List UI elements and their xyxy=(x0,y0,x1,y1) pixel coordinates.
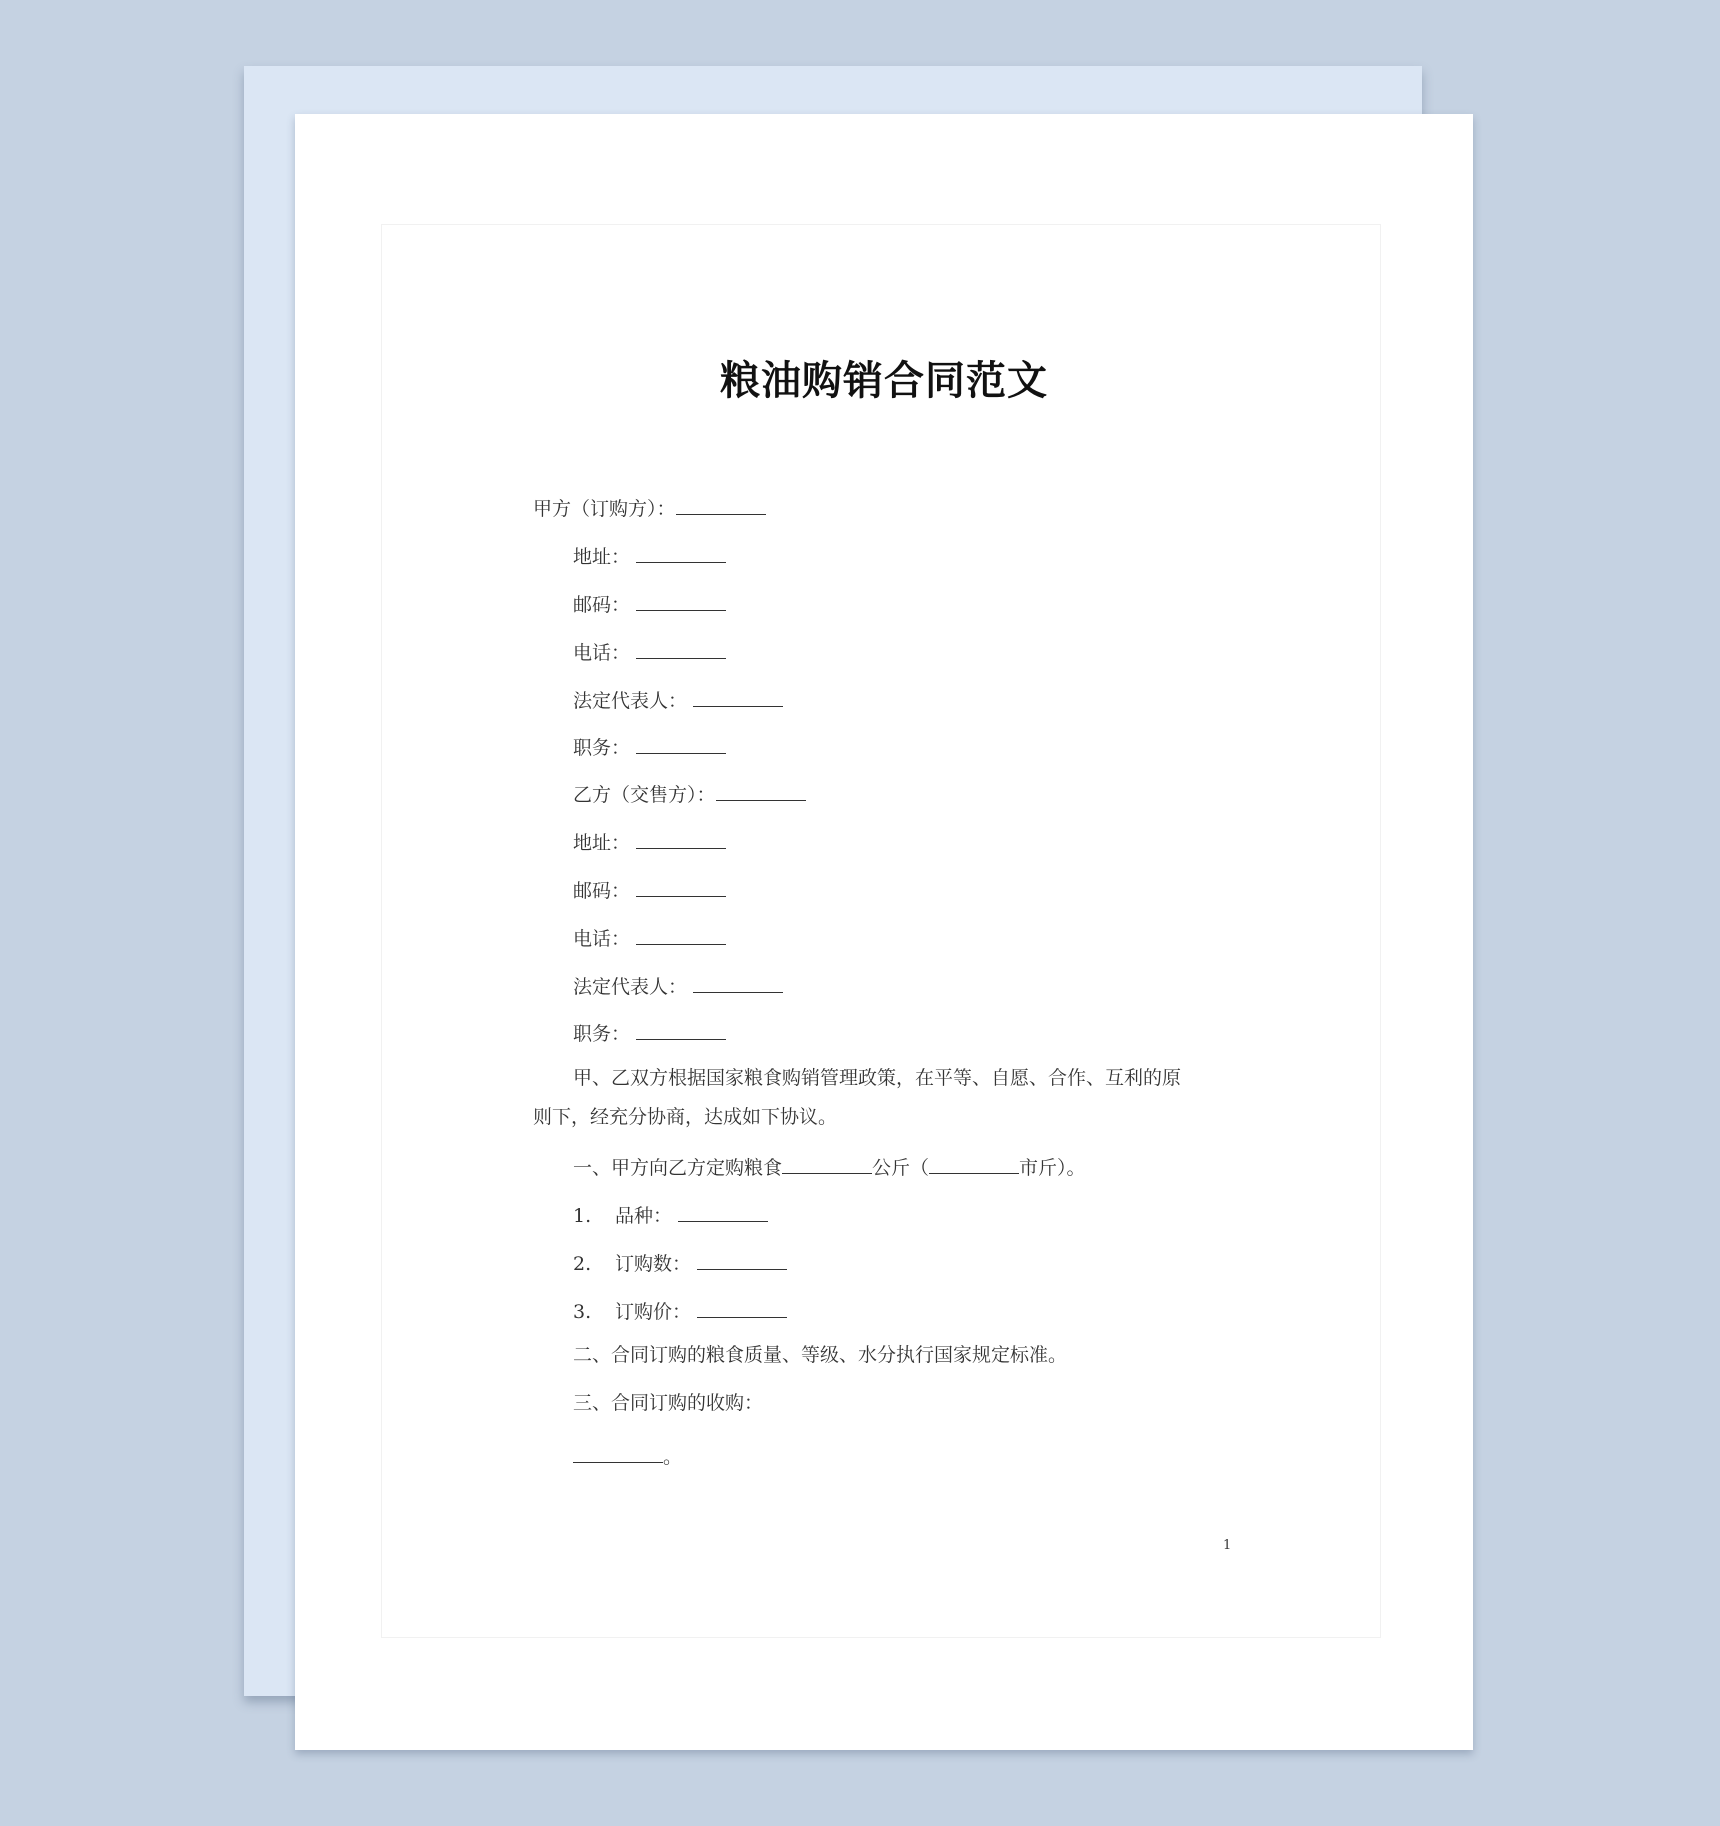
document-page xyxy=(295,114,1473,1750)
party-b-position-line xyxy=(573,1021,726,1044)
party-b-line xyxy=(573,782,806,805)
party-a-address-line xyxy=(573,544,726,567)
clause-1-suffix: 市斤）。 xyxy=(1019,1157,1086,1179)
party-a-label: 甲方（订购方）： xyxy=(533,498,676,520)
item-3-blank xyxy=(697,1299,787,1318)
party-b-phone-blank xyxy=(636,926,726,945)
item-1 xyxy=(573,1203,768,1226)
party-a-legal-rep-blank xyxy=(693,688,783,707)
party-b-address-label: 地址： xyxy=(573,832,631,854)
party-b-phone-line xyxy=(573,926,726,949)
party-a-legal-rep-label: 法定代表人： xyxy=(573,690,688,712)
party-a-postcode-label: 邮码： xyxy=(573,594,631,616)
item-3-number: 3. xyxy=(573,1301,592,1323)
text-area-frame xyxy=(381,224,1381,1638)
item-2-number: 2. xyxy=(573,1253,592,1275)
party-b-address-blank xyxy=(636,830,726,849)
item-2-blank xyxy=(697,1251,787,1270)
item-1-number: 1. xyxy=(573,1205,592,1227)
party-b-blank xyxy=(716,782,806,801)
clause-3-blank xyxy=(573,1444,663,1463)
party-b-postcode-blank xyxy=(636,878,726,897)
clause-1-quantity-blank xyxy=(782,1155,872,1174)
party-a-phone-blank xyxy=(636,640,726,659)
party-a-line xyxy=(533,496,766,519)
item-1-label: 品种： xyxy=(615,1205,673,1227)
party-b-legal-rep-label: 法定代表人： xyxy=(573,976,688,998)
party-a-phone-line xyxy=(573,640,726,663)
clause-1-prefix: 一、甲方向乙方定购粮食 xyxy=(573,1157,783,1179)
document-title: 粮油购销合同范文 xyxy=(720,358,1048,404)
clause-3-end: 。 xyxy=(663,1446,683,1468)
item-3 xyxy=(573,1299,787,1322)
party-b-postcode-label: 邮码： xyxy=(573,880,631,902)
item-2 xyxy=(573,1251,787,1274)
clause-1-jin-blank xyxy=(929,1155,1019,1174)
clause-3: 三、合同订购的收购： xyxy=(573,1392,764,1414)
party-b-position-blank xyxy=(636,1021,726,1040)
party-a-position-blank xyxy=(636,735,726,754)
page-number: 1 xyxy=(1223,1538,1232,1553)
party-a-address-label: 地址： xyxy=(573,546,631,568)
intro-line-1: 甲、乙双方根据国家粮食购销管理政策，在平等、自愿、合作、互利的原 xyxy=(573,1067,1182,1089)
party-a-address-blank xyxy=(636,544,726,563)
clause-2: 二、合同订购的粮食质量、等级、水分执行国家规定标准。 xyxy=(573,1344,1068,1366)
party-a-phone-label: 电话： xyxy=(573,642,631,664)
party-a-position-line xyxy=(573,735,726,758)
party-a-legal-rep-line xyxy=(573,688,783,711)
intro-line-2: 则下，经充分协商，达成如下协议。 xyxy=(533,1106,838,1128)
party-b-label: 乙方（交售方）： xyxy=(573,784,716,806)
party-b-postcode-line xyxy=(573,878,726,901)
party-a-postcode-blank xyxy=(636,592,726,611)
party-a-position-label: 职务： xyxy=(573,737,631,759)
party-b-legal-rep-blank xyxy=(693,974,783,993)
party-b-legal-rep-line xyxy=(573,974,783,997)
clause-3-fill xyxy=(573,1444,682,1467)
party-a-postcode-line xyxy=(573,592,726,615)
item-2-label: 订购数： xyxy=(615,1253,692,1275)
item-3-label: 订购价： xyxy=(615,1301,692,1323)
clause-1 xyxy=(573,1155,1086,1178)
party-a-blank xyxy=(676,496,766,515)
party-b-position-label: 职务： xyxy=(573,1023,631,1045)
clause-1-mid: 公斤（ xyxy=(872,1157,930,1179)
party-b-phone-label: 电话： xyxy=(573,928,631,950)
party-b-address-line xyxy=(573,830,726,853)
item-1-blank xyxy=(678,1203,768,1222)
